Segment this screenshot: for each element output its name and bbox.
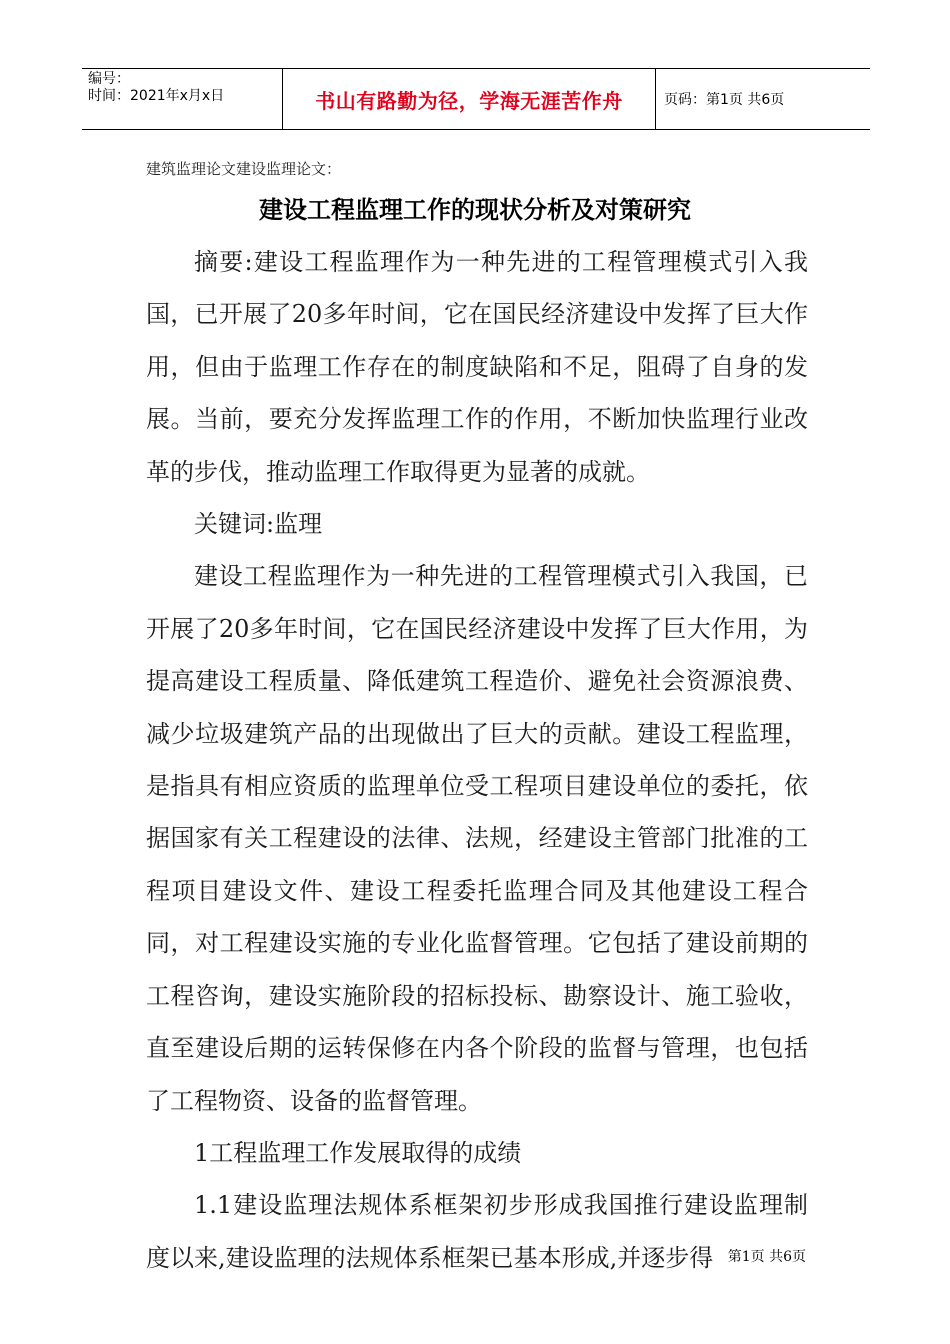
category-note: 建筑监理论文建设监理论文： — [146, 160, 342, 178]
document-number-label: 编号： — [88, 71, 130, 87]
document-date-label: 时间：2021年x月x日 — [88, 88, 225, 104]
page-footer: 第1页 共6页 — [727, 1249, 806, 1265]
keywords-paragraph: 关键词:监理 — [194, 510, 323, 539]
document-body — [146, 236, 808, 1284]
intro-paragraph: 建设工程监理作为一种先进的工程管理模式引入我国，已开展了20多年时间，它在国民经济建设中发挥了巨大作用，为提高建设工程质量、降低建筑工程造价、避免社会资源浪费、减少垃圾建筑产品的出现做出了巨大的贡献。建设工程监理，是指具有相应资质的监理单位受工程项目建设单位的委托，依据国家有关工程建设的法律、法规，经建设主管部门批准的工程项目建设文件、建设工程委托监理合同及其他建设工程合同，对工程建设实施的专业化监督管理。它包括了建设前期的工程咨询，建设实施阶段的招标投标、勘察设计、施工验收，直至建设后期的运转保修在内各个阶段的监督与管理，也包括了工程物资、设备的监督管理。 — [146, 562, 808, 1115]
document-title: 建设工程监理工作的现状分析及对策研究 — [259, 196, 691, 224]
header-page-number: 页码：第1页 共6页 — [664, 92, 785, 108]
header-meta-cell — [82, 69, 282, 129]
abstract-paragraph: 摘要:建设工程监理作为一种先进的工程管理模式引入我国，已开展了20多年时间，它在国民经济建设中发挥了巨大作用，但由于监理工作存在的制度缺陷和不足，阻碍了自身的发展。当前，要充分发挥监理工作的作用，不断加快监理行业改革的步伐，推动监理工作取得更为显著的成就。 — [146, 248, 808, 486]
subsection-paragraph-1-1: 1.1建设监理法规体系框架初步形成我国推行建设监理制度以来,建设监理的法规体系框架已基本形成,并逐步得 — [146, 1191, 808, 1272]
header-motto: 书山有路勤为径，学海无涯苦作舟 — [282, 69, 656, 129]
section-heading-1: 1工程监理工作发展取得的成绩 — [194, 1138, 522, 1167]
document-header-table — [82, 68, 870, 130]
